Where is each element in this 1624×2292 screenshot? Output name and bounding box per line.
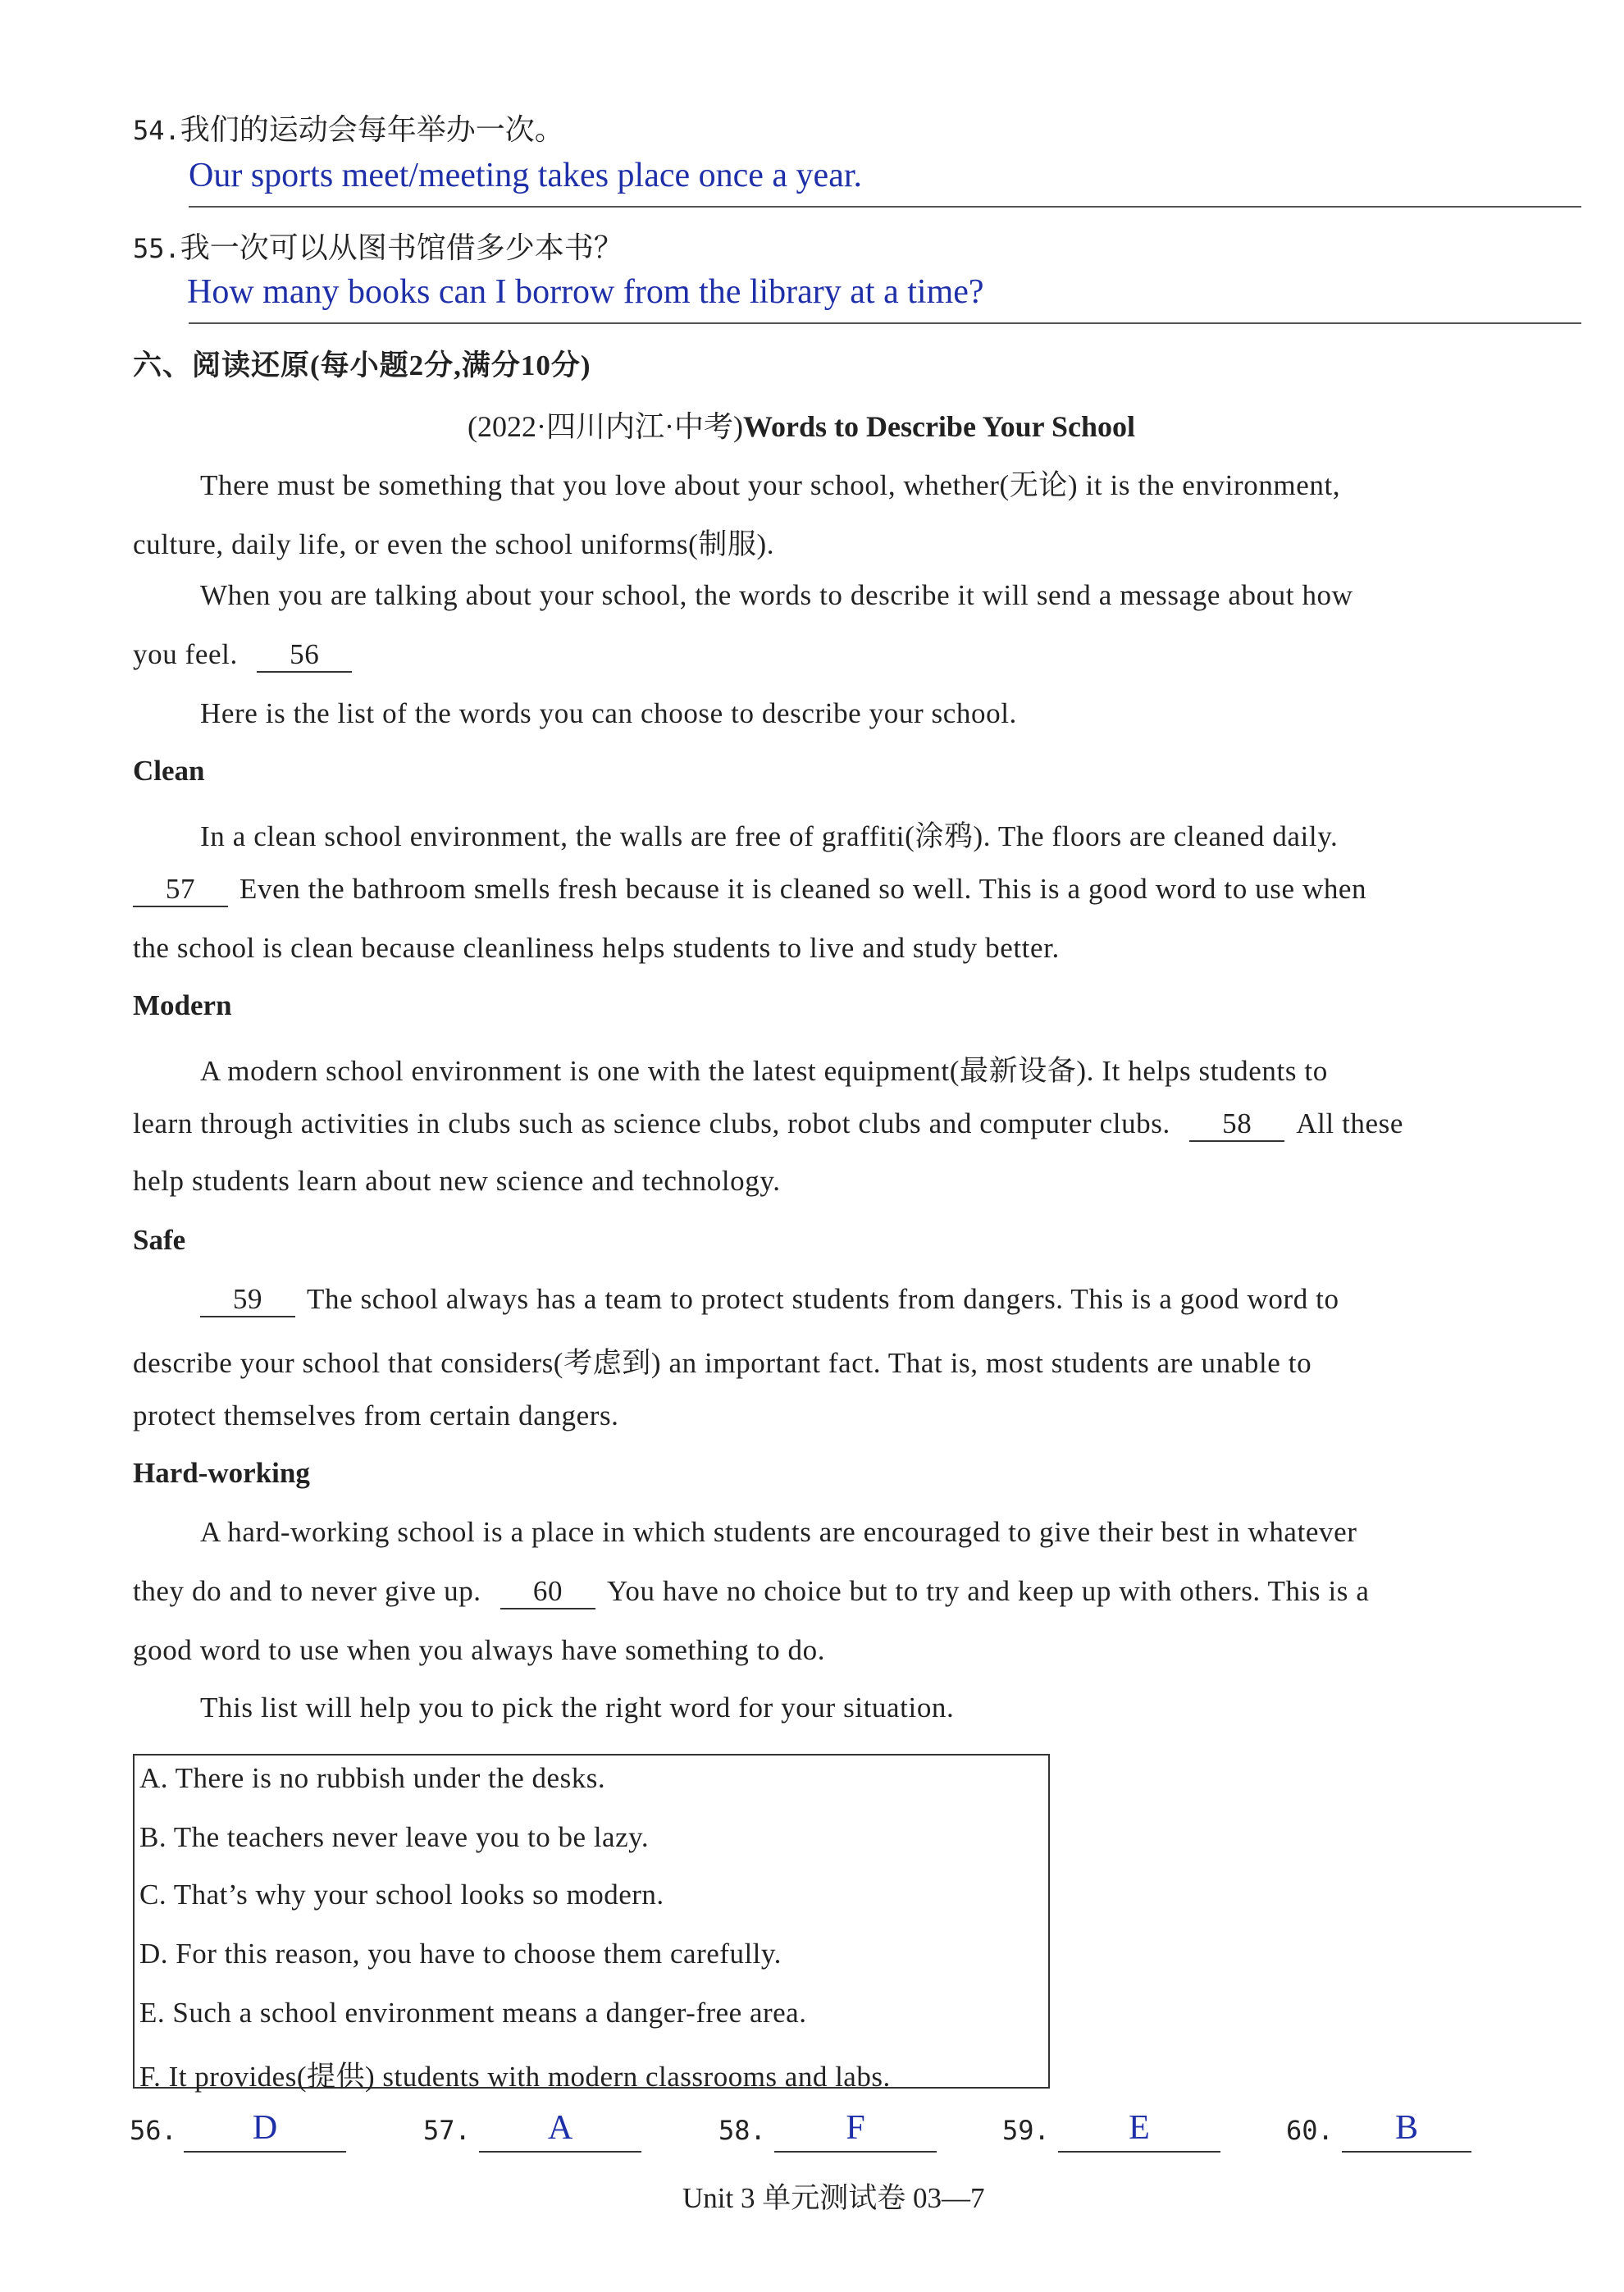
para6-line1 xyxy=(200,1283,1339,1317)
q55-answer: How many books can I borrow from the library at a time? xyxy=(187,273,984,311)
answer-58-label: 58. xyxy=(718,2115,766,2146)
para8: This list will help you to pick the right word for your situation. xyxy=(200,1692,955,1724)
answer-56-value: D xyxy=(252,2109,278,2147)
passage-source: (2022·四川内江·中考) xyxy=(468,410,743,443)
para7-line3: good word to use when you always have something to do. xyxy=(133,1634,826,1666)
q55-number: 55. xyxy=(133,233,180,264)
options-box xyxy=(133,1754,1050,2093)
para5-line1: A modern school environment is one with the latest equipment(最新设备). It helps students to xyxy=(200,1055,1328,1087)
para5-line2 xyxy=(133,1107,1403,1142)
answer-59-label: 59. xyxy=(1002,2115,1050,2146)
option-c: C. That’s why your school looks so modern. xyxy=(139,1879,664,1911)
para5-line2-text: learn through activities in clubs such as science clubs, robot clubs and computer clubs. xyxy=(133,1107,1170,1139)
option-b: B. The teachers never leave you to be lazy. xyxy=(139,1821,650,1853)
answer-58-value: F xyxy=(846,2109,865,2147)
para4-line2-text: Even the bathroom smells fresh because it is cleaned so well. This is a good word to use when xyxy=(239,873,1367,905)
para1-line1: There must be something that you love about your school, whether(无论) it is the environment, xyxy=(200,469,1341,501)
answer-57-field[interactable] xyxy=(479,2097,641,2153)
para6-line1-text: The school always has a team to protect students from dangers. This is a good word to xyxy=(307,1283,1339,1315)
heading-hard-working: Hard-working xyxy=(133,1457,310,1489)
answer-56-label: 56. xyxy=(130,2115,177,2146)
heading-modern: Modern xyxy=(133,989,232,1021)
blank-58: 58 xyxy=(1189,1108,1284,1142)
q55-prompt-line xyxy=(133,225,623,267)
para3: Here is the list of the words you can choose to describe your school. xyxy=(200,697,1017,729)
q54-prompt-line xyxy=(133,107,564,148)
passage-title: Words to Describe Your School xyxy=(742,410,1135,443)
answer-60-label: 60. xyxy=(1286,2115,1334,2146)
answer-57-value: A xyxy=(547,2109,573,2147)
para4-line3: the school is clean because cleanliness helps students to live and study better. xyxy=(133,932,1060,964)
answer-60-field[interactable] xyxy=(1342,2097,1471,2153)
para1-line2: culture, daily life, or even the school uniforms(制服). xyxy=(133,528,775,560)
para7-line2-end: You have no choice but to try and keep up with others. This is a xyxy=(607,1575,1370,1607)
q54-answer-line xyxy=(189,206,1581,208)
para7-line2-text: they do and to never give up. xyxy=(133,1575,481,1607)
page-footer: Unit 3 单元测试卷 03—7 xyxy=(682,2182,985,2214)
para7-line2 xyxy=(133,1575,1370,1609)
option-e: E. Such a school environment means a danger-free area. xyxy=(139,1997,807,2029)
blank-56: 56 xyxy=(257,639,352,673)
heading-safe: Safe xyxy=(133,1224,186,1256)
q54-number: 54. xyxy=(133,115,180,146)
para5-line3: help students learn about new science and technology. xyxy=(133,1165,781,1197)
para2-line1: When you are talking about your school, the words to describe it will send a message about how xyxy=(200,579,1353,611)
answer-59-field[interactable] xyxy=(1058,2097,1220,2153)
heading-clean: Clean xyxy=(133,755,205,787)
option-f: F. It provides(提供) students with modern classrooms and labs. xyxy=(139,2061,891,2093)
answer-59-value: E xyxy=(1129,2109,1150,2147)
para4-line1: In a clean school environment, the walls are free of graffiti(涂鸦). The floors are cleaned daily. xyxy=(200,820,1339,852)
blank-60: 60 xyxy=(500,1576,595,1609)
q54-answer: Our sports meet/meeting takes place once a year. xyxy=(189,157,863,194)
para5-line2-end: All these xyxy=(1296,1107,1404,1139)
option-a: A. There is no rubbish under the desks. xyxy=(139,1762,606,1794)
option-d: D. For this reason, you have to choose them carefully. xyxy=(139,1938,782,1970)
para6-line2: describe your school that considers(考虑到) an important fact. That is, most students are unable to xyxy=(133,1347,1312,1379)
section-heading: 六、阅读还原(每小题2分,满分10分) xyxy=(133,349,591,381)
answer-60-value: B xyxy=(1394,2109,1418,2147)
answer-56-field[interactable] xyxy=(184,2097,346,2153)
q55-answer-line xyxy=(189,322,1581,324)
para4-line2 xyxy=(133,873,1366,907)
answer-57-label: 57. xyxy=(423,2115,471,2146)
answer-58-field[interactable] xyxy=(774,2097,937,2153)
para2-line2 xyxy=(133,638,352,673)
q54-prompt: 我们的运动会每年举办一次。 xyxy=(180,113,564,146)
blank-57: 57 xyxy=(133,874,228,907)
para6-line3: protect themselves from certain dangers. xyxy=(133,1399,619,1431)
q55-prompt: 我一次可以从图书馆借多少本书？ xyxy=(180,231,623,264)
blank-59: 59 xyxy=(200,1284,295,1317)
para7-line1: A hard-working school is a place in which students are encouraged to give their best in whatever xyxy=(200,1516,1357,1548)
para2-text: you feel. xyxy=(133,638,238,670)
passage-title-line xyxy=(468,404,1135,445)
